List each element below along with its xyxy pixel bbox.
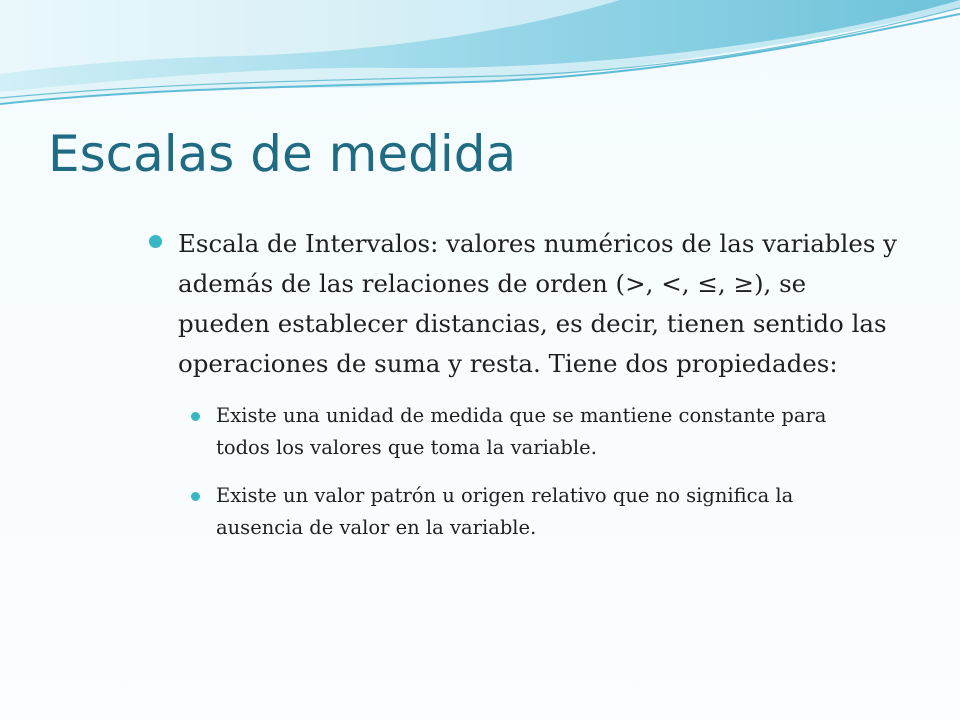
- sub-bullet-text: Existe una unidad de medida que se mantiene constante para todos los valores que toma la variable.: [216, 404, 827, 459]
- main-bullet-text: Escala de Intervalos: valores numéricos de las variables y además de las relaciones de orden (>, <, ≤, ≥), se pueden establecer distancias, es decir, tienen sentido las operaciones de suma y resta. Tiene dos propiedades:: [178, 229, 898, 378]
- sub-bullet-dot-icon: [191, 492, 200, 501]
- sub-bullet-text: Existe un valor patrón u origen relativo que no significa la ausencia de valor en la variable.: [216, 484, 794, 539]
- bullet-dot-icon: [149, 235, 162, 248]
- sub-bullet-list: [216, 400, 876, 544]
- sub-bullet-dot-icon: [191, 412, 200, 421]
- header-wave-decoration: [0, 0, 960, 120]
- sub-bullet: [216, 480, 876, 544]
- slide-title: Escalas de medida: [48, 125, 517, 183]
- slide-content: [178, 224, 898, 560]
- sub-bullet: [216, 400, 876, 464]
- main-bullet: [178, 224, 898, 384]
